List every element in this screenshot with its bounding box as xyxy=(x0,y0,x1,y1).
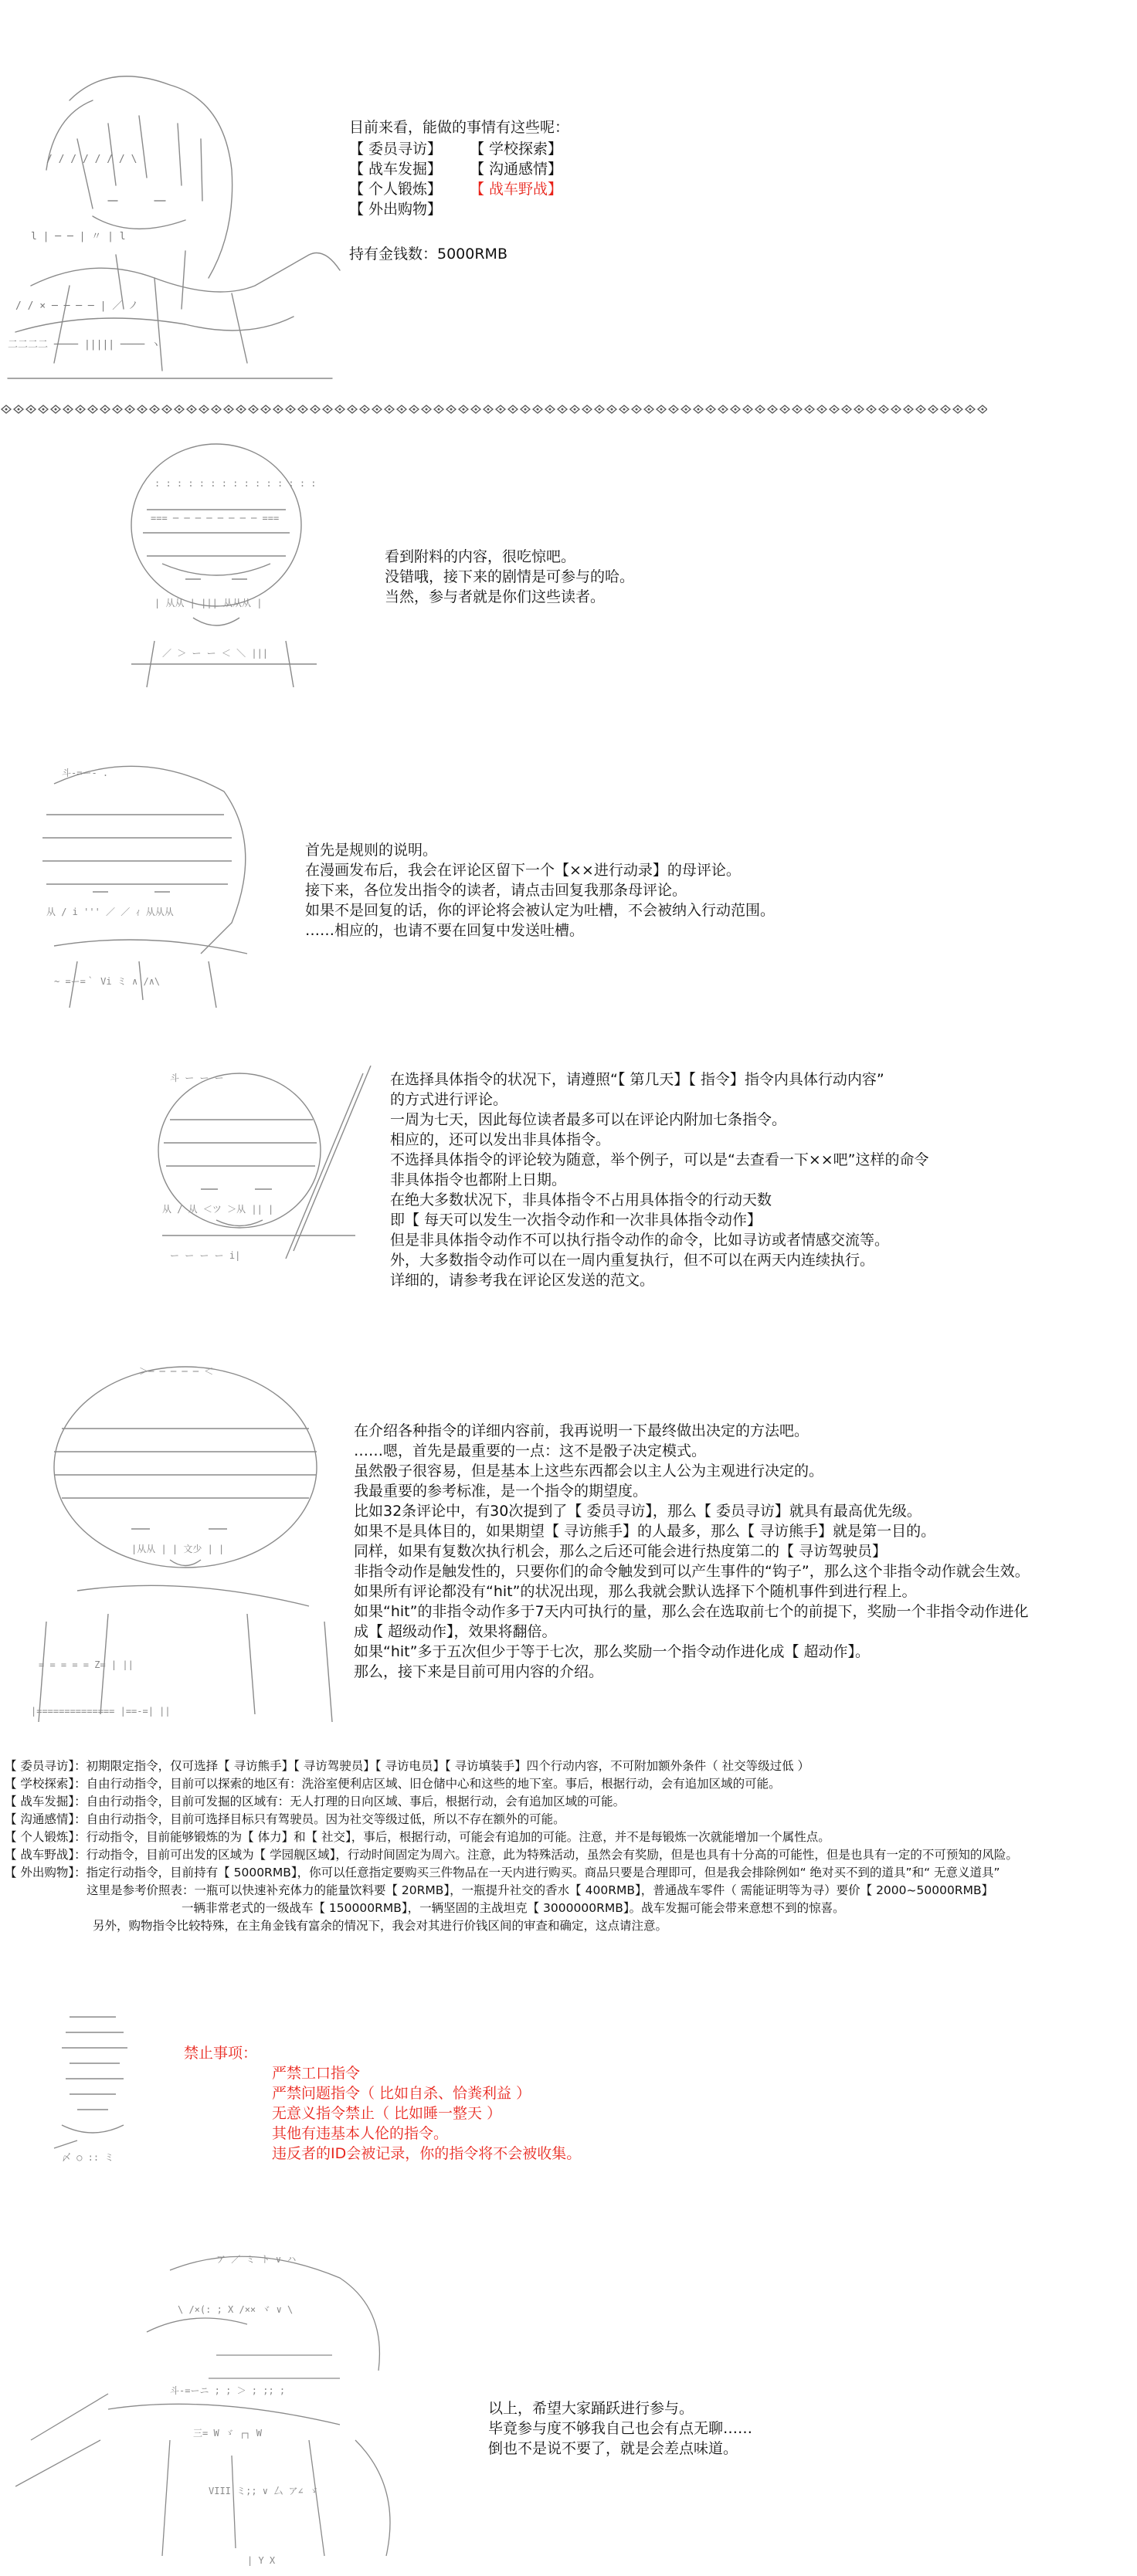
section4-line-8: 即【 每天可以发生一次指令动作和一次非具体指令动作】 xyxy=(390,1212,762,1229)
menu-visit-committee: 【 委员寻访】 xyxy=(349,141,443,158)
section5-line-13: 那么，接下来是目前可用内容的介绍。 xyxy=(354,1663,604,1680)
section4-line-5: 不选择具体指令的评论较为随意，举个例子，可以是“去查看一下××吧”这样的命令 xyxy=(390,1151,929,1168)
section4-line-9: 但是非具体指令动作不可以执行指令动作的命令，比如寻访或者情感交流等。 xyxy=(390,1232,890,1249)
section5-line-10: 如果“hit”的非指令动作多于7天内可执行的量，那么会在选取前七个的前提下，奖励一个非指令动作进化 xyxy=(354,1603,1029,1620)
section4-line-6: 非具体指令也都附上日期。 xyxy=(390,1171,567,1188)
svg-text:/ / / / / / / \: / / / / / / / \ xyxy=(46,154,137,165)
cmd-communicate-desc: 【 沟通感情】：自由行动指令，目前可选择目标只有驾驶员。因为社交等级过低，所以不存在额外的可能。 xyxy=(5,1812,565,1826)
svg-text:/ / × ─ ─ ─ ─ | ／ ノ: / / × ─ ─ ─ ─ | ／ ノ xyxy=(15,300,139,312)
svg-text:~ =ー=｀ Vi ミ ∧ /∧\: ~ =ー=｀ Vi ミ ∧ /∧\ xyxy=(54,976,161,987)
cmd-training-desc: 【 个人锻炼】：行动指令，目前能够锻炼的为【 体力】和【 社交】，事后，根据行动，可能会有追加的可能。注意，并不是每锻炼一次就能增加一个属性点。 xyxy=(5,1830,830,1844)
ascii-art-character-3 xyxy=(31,753,263,1015)
decorative-divider xyxy=(0,403,987,415)
ascii-art-chibi xyxy=(46,2009,139,2164)
section5-line-8: 非指令动作是触发性的，只要你们的命令触发到可以产生事件的“钩子”，那么这个非指令动作就会生效。 xyxy=(354,1563,1030,1580)
menu-explore-school: 【 学校探索】 xyxy=(470,141,563,158)
prohibition-2: 严禁问题指令（ 比如自杀、恰粪利益 ） xyxy=(272,2085,531,2102)
svg-text:| 从从 | ||| 从从从 |: | 从从 | ||| 从从从 | xyxy=(154,598,263,608)
section3-line-5: ……相应的，也请不要在回复中发送吐槽。 xyxy=(305,922,585,939)
svg-text:〆 ○ :: ミ: 〆 ○ :: ミ xyxy=(62,2152,114,2163)
menu-excavate-tank: 【 战车发掘】 xyxy=(349,161,443,178)
svg-text:| Y X: | Y X xyxy=(247,2555,276,2566)
section5-line-6: 如果不是具体目的，如果期望【 寻访熊手】的人最多，那么【 寻访熊手】就是第一目的。 xyxy=(354,1523,936,1540)
section4-line-2: 的方式进行评论。 xyxy=(390,1091,508,1108)
svg-text:＞─ ─ ─ ─ ─ ＜: ＞─ ─ ─ ─ ─ ＜ xyxy=(139,1366,214,1377)
svg-text:斗-=ーニ ; ; ＞ ; ;; ;: 斗-=ーニ ; ; ＞ ; ;; ; xyxy=(170,2385,286,2396)
svg-text:二二二二 ──── ||||| ──── ヽ: 二二二二 ──── ||||| ──── ヽ xyxy=(8,339,161,351)
price-reference-line-1: 这里是参考价照表：一瓶可以快速补充体力的能量饮料要【 20RMB】，一瓶提升社交的香水【 400RMB】，普通战车零件（ 需能证明等为寻）要价【 2000~50000RMB】 xyxy=(87,1883,994,1897)
section4-line-11: 详细的，请参考我在评论区发送的范文。 xyxy=(390,1272,655,1289)
menu-training: 【 个人锻炼】 xyxy=(349,181,443,198)
svg-text:三= W ゞ ┌┐ W: 三= W ゞ ┌┐ W xyxy=(193,2428,263,2439)
section4-line-7: 在绝大多数状况下，非具体指令不占用具体指令的行动天数 xyxy=(390,1191,772,1208)
svg-text:|============== |==-=| ||: |============== |==-=| || xyxy=(31,1706,171,1717)
section5-line-7: 同样，如果有复数次执行机会，那么之后还可能会进行热度第二的【 寻访驾驶员】 xyxy=(354,1543,888,1560)
ascii-art-character-5 xyxy=(15,1359,348,1730)
cmd-explore-school-desc: 【 学校探索】：自由行动指令，目前可以探索的地区有：洗浴室便利店区域、旧仓储中心和这些的地下室。事后，根据行动，会有追加区域的可能。 xyxy=(5,1777,781,1791)
section2-line-1: 看到附料的内容，很吃惊吧。 xyxy=(385,548,576,565)
section5-line-9: 如果所有评论都没有“hit”的状况出现，那么我就会默认选择下个随机事件到进行程上。 xyxy=(354,1583,917,1600)
svg-text:ー ー ー ー i|: ー ー ー ー i| xyxy=(170,1250,241,1261)
money-held: 持有金钱数：5000RMB xyxy=(349,246,507,263)
svg-text:／ ＞ ー ー ＜ ＼ |||: ／ ＞ ー ー ＜ ＼ ||| xyxy=(162,648,269,659)
ascii-art-character-2 xyxy=(116,432,348,695)
shopping-note: 另外，购物指令比较特殊，在主角金钱有富余的情况下，我会对其进行价钱区间的审查和确定，这点请注意。 xyxy=(93,1919,668,1933)
cmd-shopping-desc: 【 外出购物】：指定行动指令，目前持有【 5000RMB】，你可以任意指定要购买三件物品在一天内进行购买。商品只要是合理即可，但是我会排除例如“ 绝对买不到的道具”和“ 无意义道具” xyxy=(5,1866,1000,1879)
svg-text:斗-=ー- .: 斗-=ー- . xyxy=(62,768,109,778)
section3-line-4: 如果不是回复的话，你的评论将会被认定为吐槽，不会被纳入行动范围。 xyxy=(305,902,776,919)
ascii-art-character-6 xyxy=(15,2239,463,2571)
section5-line-12: 如果“hit”多于五次但少于等于七次，那么奖励一个指令动作进化成【 超动作】。 xyxy=(354,1643,870,1660)
section8-line-3: 倒也不是说不要了，就是会差点味道。 xyxy=(488,2440,738,2457)
section2-line-2: 没错哦，接下来的剧情是可参与的哈。 xyxy=(385,568,635,585)
section4-line-1: 在选择具体指令的状况下，请遵照“【 第几天】【 指令】指令内具体行动内容” xyxy=(390,1071,884,1088)
svg-text:从 / i ''' ／ ／ ｨ 从从从: 从 / i ''' ／ ／ ｨ 从从从 xyxy=(46,907,174,917)
menu-communicate: 【 沟通感情】 xyxy=(470,161,563,178)
ascii-art-character-4 xyxy=(139,1066,386,1266)
prohibition-1: 严禁工口指令 xyxy=(272,2065,361,2082)
cmd-field-battle-desc: 【 战车野战】：行动指令，目前可出发的区域为【 学园舰区域】，行动时间固定为周六。注意，此为特殊活动，虽然会有奖励，但是也具有十分高的可能性，但是也具有一定的不可预知的风险。 xyxy=(5,1848,1018,1862)
section5-line-11: 成【 超级动作】，效果将翻倍。 xyxy=(354,1623,557,1640)
section4-line-4: 相应的，还可以发出非具体指令。 xyxy=(390,1131,611,1148)
section4-line-3: 一周为七天，因此每位读者最多可以在评论内附加七条指令。 xyxy=(390,1111,787,1128)
section5-line-2: ……嗯，首先是最重要的一点：这不是骰子决定模式。 xyxy=(354,1442,707,1459)
section4-line-10: 外，大多数指令动作可以在一周内重复执行，但不可以在两天内连续执行。 xyxy=(390,1252,875,1269)
section3-line-2: 在漫画发布后，我会在评论区留下一个【××进行动录】的母评论。 xyxy=(305,862,741,879)
menu-shopping: 【 外出购物】 xyxy=(349,201,443,218)
svg-text:ア ／ ミ ト ∨ ハ: ア ／ ミ ト ∨ ハ xyxy=(216,2254,297,2265)
svg-text:|从从 | | 文少 | |: |从从 | | 文少 | | xyxy=(131,1544,225,1554)
ascii-art-character-1 xyxy=(0,54,348,394)
section2-line-3: 当然，参与者就是你们这些读者。 xyxy=(385,588,606,605)
section5-line-5: 比如32条评论中，有30次提到了【 委员寻访】，那么【 委员寻访】就具有最高优先级。 xyxy=(354,1503,921,1520)
section1-title: 目前来看，能做的事情有这些呢： xyxy=(349,119,570,136)
svg-text:: : : : : : : : : : : : : : :: : : : : : : : : : : : : : : : xyxy=(154,478,317,489)
svg-text:l | ─ ─ | 〃 | l: l | ─ ─ | 〃 | l xyxy=(31,231,126,242)
svg-text:VIII ミ;; ∨ 厶 ア∠ ゞ: VIII ミ;; ∨ 厶 ア∠ ゞ xyxy=(209,2486,318,2496)
prohibitions-title: 禁止事项： xyxy=(184,2045,258,2062)
price-reference-line-2: 一辆非常老式的一级战车【 150000RMB】，一辆坚固的主战坦克【 3000000RMB】。战车发掘可能会带来意想不到的惊喜。 xyxy=(182,1901,845,1915)
cmd-visit-committee-desc: 【 委员寻访】：初期限定指令，仅可选择【 寻访熊手】【 寻访驾驶员】【 寻访电员】【 寻访填装手】四个行动内容，不可附加额外条件（ 社交等级过低 ） xyxy=(5,1759,809,1773)
section5-line-3: 虽然骰子很容易，但是基本上这些东西都会以主人公为主观进行决定的。 xyxy=(354,1463,824,1480)
svg-text:斗 ー ー ー: 斗 ー ー ー xyxy=(170,1073,224,1083)
svg-text:=== ─ ─ ─ ─ ─ ─ ─ ─ ===: === ─ ─ ─ ─ ─ ─ ─ ─ === xyxy=(151,513,280,524)
section8-line-2: 毕竟参与度不够我自己也会有点无聊…… xyxy=(488,2420,753,2437)
prohibition-3: 无意义指令禁止（ 比如睡一整天 ） xyxy=(272,2105,502,2122)
section3-line-1: 首先是规则的说明。 xyxy=(305,842,438,859)
svg-text:从 / 从 ＜ツ ＞从 || |: 从 / 从 ＜ツ ＞从 || | xyxy=(162,1204,274,1215)
section5-line-4: 我最重要的参考标准，是一个指令的期望度。 xyxy=(354,1483,648,1500)
menu-tank-field-battle: 【 战车野战】 xyxy=(470,181,563,198)
svg-text:\ /×(: ; X /×× ヾ ∨ \: \ /×(: ; X /×× ヾ ∨ \ xyxy=(178,2304,294,2315)
prohibition-4: 其他有违基本人伦的指令。 xyxy=(272,2125,449,2142)
section5-line-1: 在介绍各种指令的详细内容前，我再说明一下最终做出决定的方法吧。 xyxy=(354,1422,809,1439)
cmd-excavate-tank-desc: 【 战车发掘】：自由行动指令，目前可发掘的区域有：无人打理的日向区域、事后，根据行动，会有追加区域的可能。 xyxy=(5,1795,626,1808)
prohibition-5: 违反者的ID会被记录，你的指令将不会被收集。 xyxy=(272,2145,582,2162)
section8-line-1: 以上，希望大家踊跃进行参与。 xyxy=(488,2400,694,2417)
section3-line-3: 接下来，各位发出指令的读者，请点击回复我那条母评论。 xyxy=(305,882,687,899)
svg-text:= = = = = Z= | ||: = = = = = Z= | || xyxy=(39,1659,134,1670)
